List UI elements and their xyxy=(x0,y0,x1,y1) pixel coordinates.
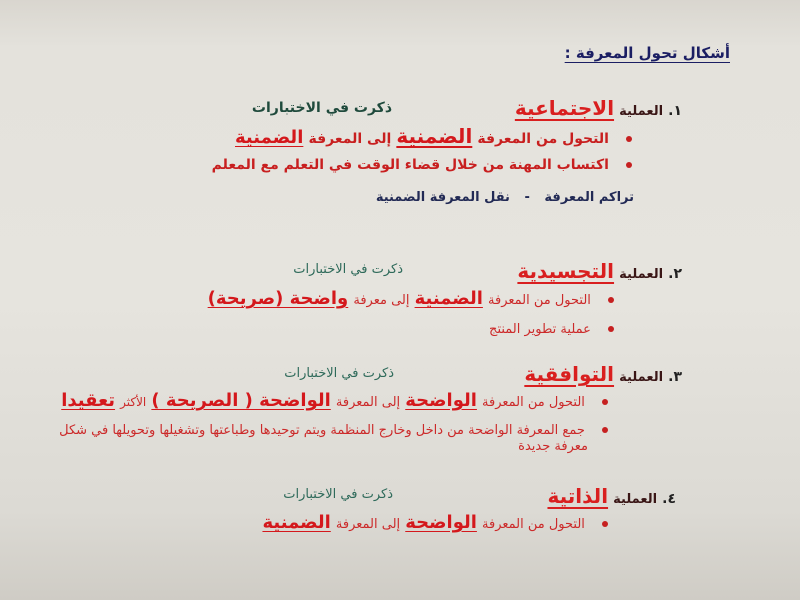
section-label: العملية xyxy=(619,104,664,119)
section-1-extra: تراكم المعرفة - نقل المعرفة الضمنية xyxy=(375,190,634,205)
list-item: عملية تطوير المنتج xyxy=(489,318,614,337)
list-item: التحول من المعرفة الضمنية إلى المعرفة الضمنية xyxy=(235,124,632,148)
section-label: العملية xyxy=(619,267,664,282)
emphasis: تعقيدا xyxy=(61,390,116,411)
emphasis: الضمنية xyxy=(235,127,304,148)
bullet-icon xyxy=(626,136,632,142)
section-4-heading xyxy=(547,484,676,508)
section-number: ٢. xyxy=(668,266,682,282)
section-1-heading xyxy=(515,96,682,120)
exam-note: ذكرت في الاختبارات xyxy=(251,100,392,116)
emphasis: واضحة (صريحة) xyxy=(207,288,349,309)
emphasis: الواضحة xyxy=(405,390,477,411)
emphasis: الضمنية xyxy=(396,124,473,148)
list-item-continuation: معرفة جديدة xyxy=(518,439,588,454)
section-label: العملية xyxy=(613,492,658,507)
exam-note: ذكرت في الاختبارات xyxy=(293,262,403,277)
emphasis: الضمنية xyxy=(414,288,483,309)
bullet-icon xyxy=(602,521,608,527)
page-title: أشكال تحول المعرفة : xyxy=(564,44,730,62)
bullet-icon xyxy=(608,297,614,303)
bullet-icon xyxy=(602,427,608,433)
list-item: التحول من المعرفة الواضحة إلى المعرفة الواضحة ( الصريحة ) الأكثر تعقيدا xyxy=(61,390,608,411)
list-item: التحول من المعرفة الضمنية إلى معرفة واضحة (صريحة) xyxy=(208,288,614,309)
section-name: الاجتماعية xyxy=(514,96,615,120)
bullet-icon xyxy=(602,399,608,405)
emphasis: الواضحة xyxy=(405,512,477,533)
list-item: جمع المعرفة الواضحة من داخل وخارج المنظمة ويتم توحيدها وطباعتها وتشغيلها وتحويلها في شكل xyxy=(59,419,608,438)
list-item: اكتساب المهنة من خلال قضاء الوقت في التعلم مع المعلم xyxy=(212,154,632,173)
list-item: التحول من المعرفة الواضحة إلى المعرفة الضمنية xyxy=(262,512,608,533)
emphasis: الضمنية xyxy=(262,512,331,533)
section-name: التوافقية xyxy=(524,362,615,386)
section-label: العملية xyxy=(619,370,664,385)
section-name: التجسيدية xyxy=(517,259,615,283)
section-number: ٤. xyxy=(662,491,676,507)
emphasis: الواضحة ( الصريحة ) xyxy=(151,390,331,411)
exam-note: ذكرت في الاختبارات xyxy=(283,487,393,502)
section-number: ١. xyxy=(668,103,682,119)
exam-note: ذكرت في الاختبارات xyxy=(284,366,394,381)
section-2-heading xyxy=(517,259,682,283)
section-number: ٣. xyxy=(668,369,682,385)
bullet-icon xyxy=(626,162,632,168)
bullet-icon xyxy=(608,326,614,332)
section-name: الذاتية xyxy=(547,484,609,508)
section-3-heading xyxy=(524,362,682,386)
